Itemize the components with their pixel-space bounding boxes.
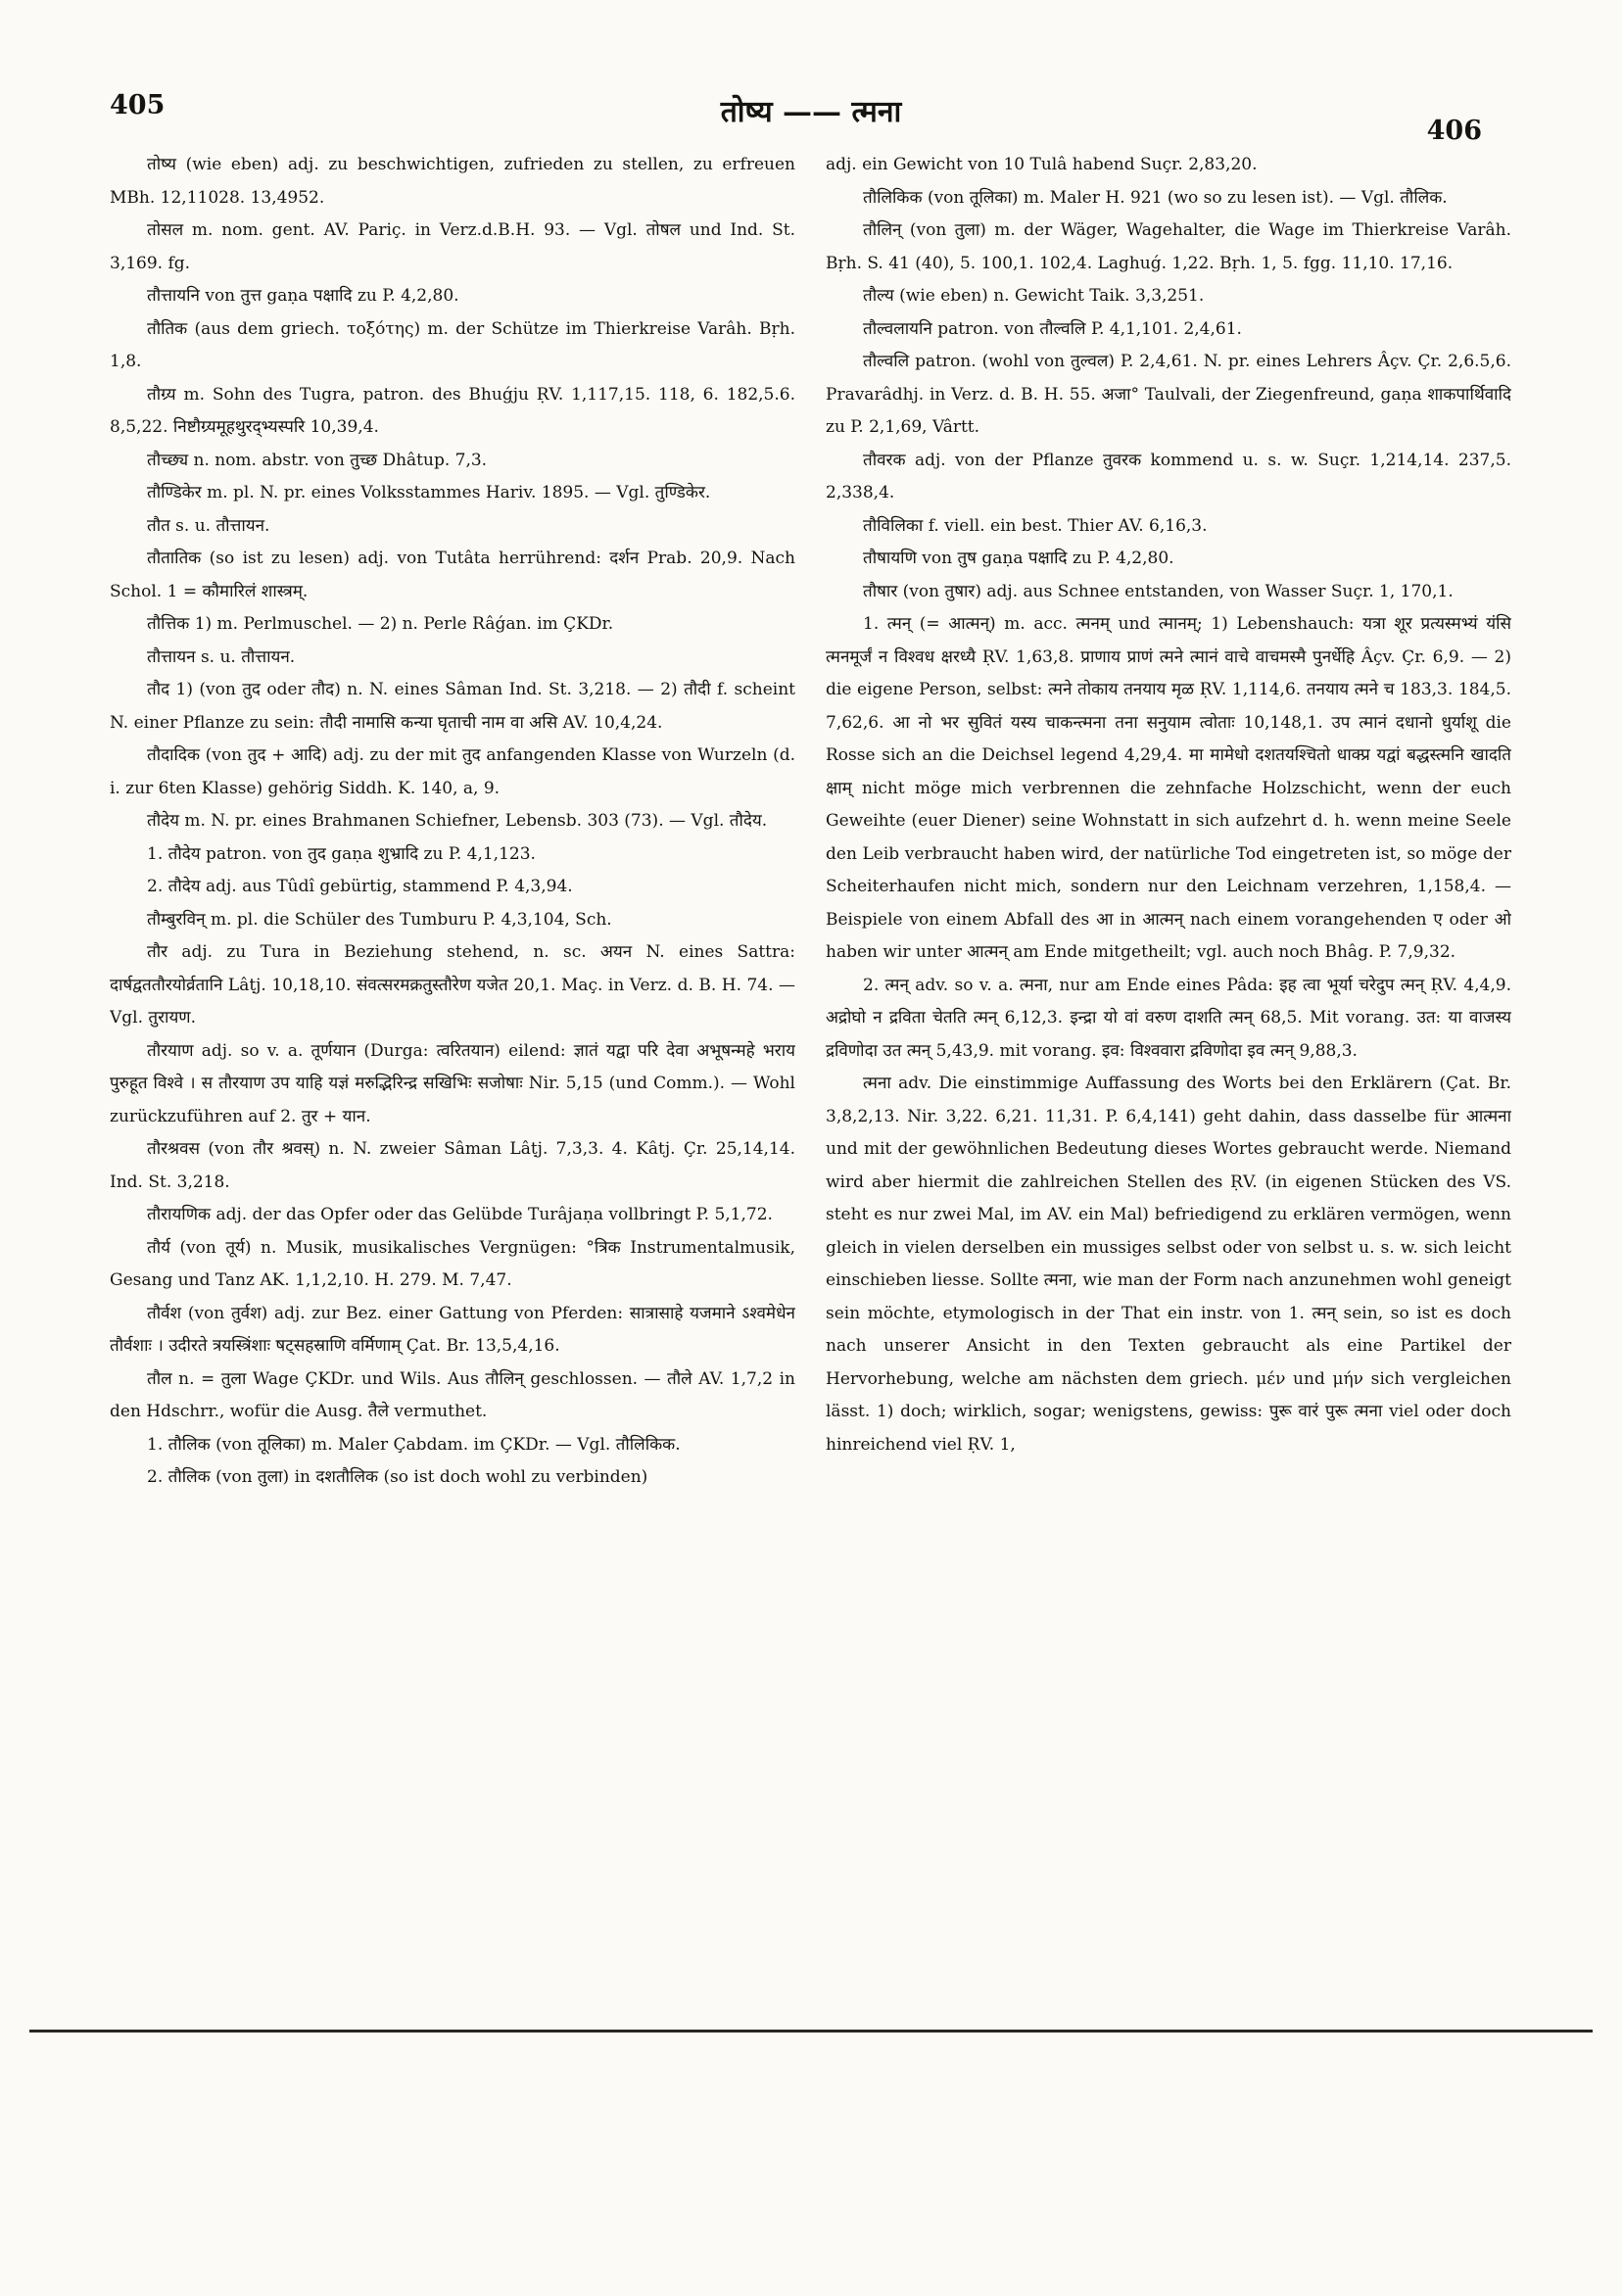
dictionary-entry: त्मना adv. Die einstimmige Auffassung des Worts bei den Erklärern (Çat. Br. 3,8,2,13. Nir. 3,22. 6,21. 11,31. P. 6,4,141) geht dahin, dass dasselbe für आत्मना und mit der gewöhnlichen Bedeutung dieses Wortes gebraucht werde. Niemand wird aber hiermit die zahlreichen Stellen des ṚV. (in eigenen Stücken des VS. steht es nur zwei Mal, im AV. ein Mal) befriedigend zu erklären vermögen, wenn gleich in vielen derselben ein mussiges selbst oder von selbst u. s. w. sich leicht einschieben liesse. Sollte त्मना, wie man der Form nach anzunehmen wohl geneigt sein möchte, etymologisch in der That ein instr. von 1. त्मन् sein, so ist es doch nach unserer Ansicht in den Texten gebraucht als eine Partikel der Hervorhebung, welche am nächsten dem griech. μέν und μήν sich vergleichen lässt. 1) doch; wirklich, sogar; wenigstens, gewiss: पुरू वारं पुरू त्मना viel oder doch hinreichend viel ṚV. 1, (826, 1074, 1511, 1455)
dictionary-entry: 1. तौलिक (von तूलिका) m. Maler Çabdam. im ÇKDr. — Vgl. तौलिकिक. (147, 1434, 681, 1455)
dictionary-entry: तौदेय m. N. pr. eines Brahmanen Schiefner, Lebensb. 303 (73). — Vgl. तौदेय. (147, 811, 768, 831)
dictionary-entry: तौल्वलि patron. (wohl von तुल्वल) P. 2,4,61. N. pr. eines Lehrers Âçv. Çr. 2,6.5,6. Pravarâdhj. in Verz. d. B. H. 55. अजा° Taulvali, der Ziegenfreund, gaṇa शाकपार्थिवादि zu P. 2,1,69, Vârtt. (826, 352, 1511, 437)
dictionary-entry: तौल n. = तुला Wage ÇKDr. und Wils. Aus तौलिन् geschlossen. — तौले AV. 1,7,2 in den Hdschrr., wofür die Ausg. तैले vermuthet. (110, 1368, 795, 1421)
dictionary-entry: तौवरक adj. von der Pflanze तुवरक kommend u. s. w. Suçr. 1,214,14. 237,5. 2,338,4. (826, 450, 1511, 502)
dictionary-entry: तौतातिक (so ist zu lesen) adj. von Tutâta herrührend: दर्शन Prab. 20,9. Nach Schol. 1 = कौमारिलं शास्त्रम्. (110, 549, 795, 601)
dictionary-entry: तौदादिक (von तुद + आदि) adj. zu der mit तुद anfangenden Klasse von Wurzeln (d. i. zur 6ten Klasse) gehörig Siddh. K. 140, a, 9. (110, 745, 795, 798)
dictionary-entry: तौर्य (von तूर्य) n. Musik, musikalisches Vergnügen: °त्रिक Instrumentalmusik, Gesang und Tanz AK. 1,1,2,10. H. 279. M. 7,47. (110, 1237, 795, 1290)
dictionary-entry: 2. त्मन् adv. so v. a. त्मना, nur am Ende eines Pâda: इह त्वा भूर्या चरेदुप त्मन् ṚV. 4,4,9. अद्रोघो न द्रविता चेतति त्मन् 6,12,3. इन्द्रा यो वां वरुण दाशति त्मन् 68,5. Mit vorang. उत: या वाजस्य द्रविणोदा उत त्मन् 5,43,9. mit vorang. इव: विश्ववारा द्रविणोदा इव त्मन् 9,88,3. (826, 975, 1511, 1061)
dictionary-entry: तौल्य (wie eben) n. Gewicht Taik. 3,3,251. (863, 286, 1205, 306)
dictionary-entry: 1. तौदेय patron. von तुद gaṇa शुभ्रादि zu P. 4,1,123. (147, 843, 536, 864)
dictionary-entry: तौत्तिक 1) m. Perlmuschel. — 2) n. Perle Râǵan. im ÇKDr. (147, 614, 614, 634)
dictionary-entry: तौषायणि von तुष gaṇa पक्षादि zu P. 4,2,80. (863, 549, 1174, 568)
dictionary-entry: 2. तौलिक (von तुला) in दशतौलिक (so ist doch wohl zu verbinden) (147, 1467, 648, 1487)
dictionary-entry: तौत्तायन s. u. तौत्तायन. (147, 646, 296, 667)
dictionary-entry: तौण्डिकेर m. pl. N. pr. eines Volksstammes Hariv. 1895. — Vgl. तुण्डिकेर. (147, 483, 711, 502)
dictionary-entry: तौषार (von तुषार) adj. aus Schnee entstanden, von Wasser Suçr. 1, 170,1. (863, 581, 1454, 601)
right-column (826, 149, 1511, 1990)
dictionary-entry: तौलिकिक (von तूलिका) m. Maler H. 921 (wo so zu lesen ist). — Vgl. तौलिक. (863, 187, 1448, 208)
dictionary-entry: तौर adj. zu Tura in Beziehung stehend, n. sc. अयन N. eines Sattra: दार्षद्वततौरयोर्व्रतानि Lâṭj. 10,18,10. संवत्सरमक्रतुस्तौरेण यजेत 20,1. Maç. in Verz. d. B. H. 74. — Vgl. तुरायण. (110, 942, 795, 1028)
dictionary-entry: तौरयाण adj. so v. a. तूर्णयान (Durga: त्वरितयान) eilend: ज्ञातं यद्वा परि देवा अभूषन्महे भराय पुरुहूत विश्वे । स तौरयाण उप याहि यज्ञं मरुद्भिरिन्द्र सखिभिः सजोषाः Nir. 5,15 (und Comm.). — Wohl zurückzuführen auf 2. तुर + यान. (110, 1040, 795, 1126)
dictionary-entry: तौलिन् (von तुला) m. der Wäger, Wagehalter, die Wage im Thierkreise Varâh. Bṛh. S. 41 (40), 5. 100,1. 102,4. Laghuǵ. 1,22. Bṛh. 1, 5. fgg. 11,10. 17,16. (826, 220, 1511, 273)
dictionary-entry: तौत s. u. तौत्तायन. (147, 515, 270, 536)
dictionary-entry: तौरायणिक adj. der das Opfer oder das Gelübde Turâjaṇa vollbringt P. 5,1,72. (147, 1205, 773, 1224)
left-column (110, 149, 795, 1990)
dictionary-entry: तौल्वलायनि patron. von तौल्वलि P. 4,1,101. 2,4,61. (863, 318, 1242, 339)
dictionary-entry: 2. तौदेय adj. aus Tûdî gebürtig, stammend P. 4,3,94. (147, 877, 573, 896)
dictionary-entry: तौग्र्य m. Sohn des Tugra, patron. des Bhuǵju ṚV. 1,117,15. 118, 6. 182,5.6. 8,5,22. निष्टौग्र्यमूहथुरद्भ्यस्परि 10,39,4. (110, 384, 795, 437)
dictionary-entry: तौविलिका f. viell. ein best. Thier AV. 6,16,3. (863, 515, 1208, 536)
running-head-title: तोष्य —— त्मना (720, 95, 902, 129)
dictionary-entry: तौद 1) (von तुद oder तौद) n. N. eines Sâman Ind. St. 3,218. — 2) तौदी f. scheint N. einer Pflanze zu sein: तौदी नामासि कन्या घृताची नाम वा असि AV. 10,4,24. (110, 680, 795, 733)
dictionary-entry: तौर्वश (von तुर्वश) adj. zur Bez. einer Gattung von Pferden: सात्रासाहे यजमाने ऽश्वमेधेन तौर्वशाः । उदीरते त्रयस्त्रिंशाः षट्सहस्राणि वर्मिणाम् Çat. Br. 13,5,4,16. (110, 1303, 795, 1356)
dictionary-entry: तौरश्रवस (von तौर श्रवस्) n. N. zweier Sâman Lâṭj. 7,3,3. 4. Kâtj. Çr. 25,14,14. Ind. St. 3,218. (110, 1139, 795, 1192)
left-page-number: 405 (110, 90, 166, 120)
dictionary-entry: तौच्छ्य n. nom. abstr. von तुच्छ Dhâtup. 7,3. (147, 450, 488, 470)
dictionary-entry: तौम्बुरविन् m. pl. die Schüler des Tumburu P. 4,3,104, Sch. (147, 909, 612, 930)
right-page-number: 406 (1426, 116, 1482, 146)
footer-rule (29, 2030, 1593, 2033)
dictionary-entry: तोसल m. nom. gent. AV. Pariç. in Verz.d.B.H. 93. — Vgl. तोषल und Ind. St. 3,169. fg. (110, 220, 795, 273)
dictionary-entry: 1. त्मन् (= आत्मन्) m. acc. त्मनम् und त्मानम्; 1) Lebenshauch: यत्रा शूर प्रत्यस्मभ्यं यंसि त्मनमूर्जं न विश्वध क्षरध्यै ṚV. 1,63,8. प्राणाय प्राणं त्मने त्मानं वाचे वाचमस्मै पुनर्धेहि Âçv. Çr. 6,9. — 2) die eigene Person, selbst: त्मने तोकाय तनयाय मृळ ṚV. 1,114,6. तनयाय त्मने च 183,3. 184,5. 7,62,6. आ नो भर सुवितं यस्य चाकन्त्मना तना सनुयाम त्वोताः 10,148,1. उप त्मानं दधानो धुर्याशू die Rosse sich an die Deichsel legend 4,29,4. मा मामेधो दशतयश्चितो धाक्प्र यद्वां बद्धस्त्मनि खादति क्षाम् nicht möge mich verbrennen die zehnfache Holzschicht, wenn der euch Geweihte (euer Diener) seine Wohnstatt in sich aufzehrt d. h. wenn meine Seele den Leib verbraucht haben wird, der natürliche Tod eingetreten ist, so möge der Scheiterhaufen nicht mich, sondern nur den Leichnam verzehren, 1,158,4. — Beispiele von einem Abfall des आ in आत्मन् nach einem vorangehenden ए oder ओ haben wir unter आत्मन् am Ende mitgetheilt; vgl. auch noch Bhâg. P. 7,9,32. (826, 614, 1511, 962)
dictionary-entry: तौतिक (aus dem griech. τοξότης) m. der Schütze im Thierkreise Varâh. Bṛh. 1,8. (110, 318, 795, 371)
page-header (0, 86, 1622, 145)
dictionary-entry: adj. ein Gewicht von 10 Tulâ habend Suçr. 2,83,20. (826, 155, 1258, 174)
dictionary-entry: तोष्य (wie eben) adj. zu beschwichtigen, zufrieden zu stellen, zu erfreuen MBh. 12,11028. 13,4952. (110, 155, 795, 208)
dictionary-entry: तौत्तायनि von तुत्त gaṇa पक्षादि zu P. 4,2,80. (147, 286, 459, 306)
